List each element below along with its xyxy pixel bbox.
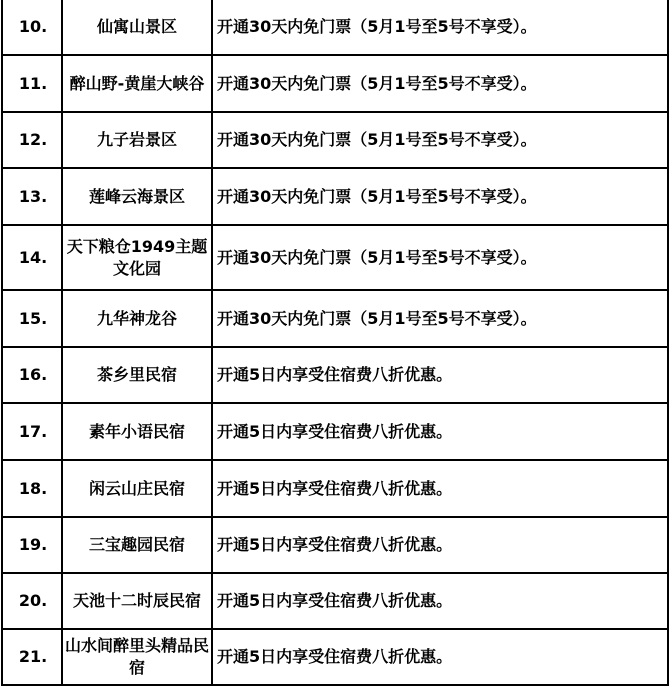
- table-row: [2, 517, 668, 573]
- benefit-description: 开通30天内免门票（5月1号至5号不享受）。: [212, 290, 668, 347]
- venue-name: 天下粮仓1949主题文化园: [62, 225, 212, 290]
- table-row: [2, 460, 668, 517]
- venue-name: 三宝趣园民宿: [62, 517, 212, 573]
- venue-name: 素年小语民宿: [62, 403, 212, 460]
- row-number: 16.: [2, 347, 62, 403]
- table-row: [2, 168, 668, 225]
- table-row: [2, 112, 668, 168]
- venue-name: 九华神龙谷: [62, 290, 212, 347]
- benefit-description: 开通5日内享受住宿费八折优惠。: [212, 573, 668, 629]
- table-row: [2, 0, 668, 55]
- row-number: 10.: [2, 0, 62, 55]
- row-number: 17.: [2, 403, 62, 460]
- venue-name: 天池十二时辰民宿: [62, 573, 212, 629]
- benefit-description: 开通5日内享受住宿费八折优惠。: [212, 347, 668, 403]
- row-number: 14.: [2, 225, 62, 290]
- benefit-description: 开通5日内享受住宿费八折优惠。: [212, 517, 668, 573]
- benefit-description: 开通30天内免门票（5月1号至5号不享受）。: [212, 0, 668, 55]
- table-row: [2, 573, 668, 629]
- row-number: 12.: [2, 112, 62, 168]
- row-number: 15.: [2, 290, 62, 347]
- row-number: 11.: [2, 55, 62, 112]
- table-row: [2, 225, 668, 290]
- benefit-description: 开通30天内免门票（5月1号至5号不享受）。: [212, 168, 668, 225]
- venue-name: 山水间醉里头精品民宿: [62, 629, 212, 685]
- table-row: [2, 55, 668, 112]
- benefits-table: [1, 0, 669, 686]
- row-number: 13.: [2, 168, 62, 225]
- benefit-description: 开通5日内享受住宿费八折优惠。: [212, 460, 668, 517]
- row-number: 19.: [2, 517, 62, 573]
- benefit-description: 开通5日内享受住宿费八折优惠。: [212, 629, 668, 685]
- venue-name: 闲云山庄民宿: [62, 460, 212, 517]
- venue-name: 醉山野-黄崖大峡谷: [62, 55, 212, 112]
- row-number: 20.: [2, 573, 62, 629]
- venue-name: 仙寓山景区: [62, 0, 212, 55]
- row-number: 18.: [2, 460, 62, 517]
- table-row: [2, 403, 668, 460]
- venue-name: 九子岩景区: [62, 112, 212, 168]
- benefit-description: 开通30天内免门票（5月1号至5号不享受）。: [212, 112, 668, 168]
- table-row: [2, 347, 668, 403]
- table-row: [2, 629, 668, 685]
- benefit-description: 开通30天内免门票（5月1号至5号不享受）。: [212, 55, 668, 112]
- row-number: 21.: [2, 629, 62, 685]
- venue-name: 莲峰云海景区: [62, 168, 212, 225]
- benefit-description: 开通5日内享受住宿费八折优惠。: [212, 403, 668, 460]
- benefit-description: 开通30天内免门票（5月1号至5号不享受）。: [212, 225, 668, 290]
- table-row: [2, 290, 668, 347]
- venue-name: 茶乡里民宿: [62, 347, 212, 403]
